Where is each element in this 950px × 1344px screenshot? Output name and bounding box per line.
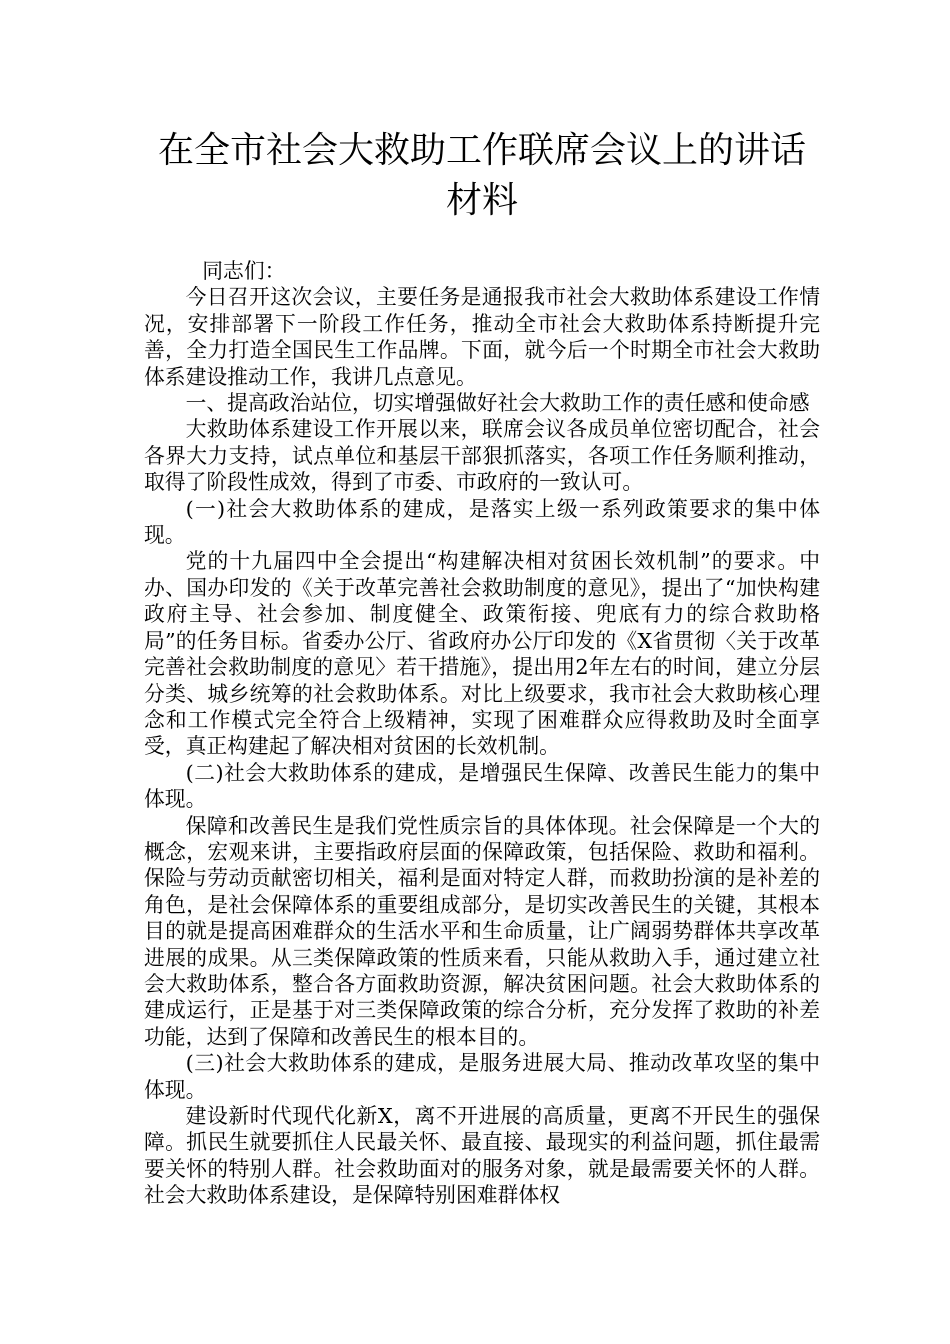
subsection-heading-2: (二)社会大救助体系的建成，是增强民生保障、改善民生能力的集中体现。: [144, 760, 820, 812]
subsection-heading-3: (三)社会大救助体系的建成，是服务进展大局、推动改革攻坚的集中体现。: [144, 1051, 820, 1102]
salutation: 同志们：: [202, 259, 286, 283]
paragraph: 大救助体系建设工作开展以来，联席会议各成员单位密切配合，社会各界大力支持，试点单位和基层干部狠抓落实，各项工作任务顺利推动，取得了阶段性成效，得到了市委、市政府的一致认可。: [144, 417, 820, 495]
paragraph-opening: 今日召开这次会议，主要任务是通报我市社会大救助体系建设工作情况，安排部署下一阶段工作任务，推动全市社会大救助体系持断提升完善，全力打造全国民生工作品牌。下面，就今后一个时期全市社会大救助体系建设推动工作，我讲几点意见。: [144, 285, 820, 389]
title-line-1: 在全市社会大救助工作联席会议上的讲话: [157, 130, 806, 171]
document-body: [144, 258, 820, 1209]
paragraph: 建设新时代现代化新X，离不开进展的高质量，更离不开民生的强保障。抓民生就要抓住人民最关怀、最直接、最现实的利益问题，抓住最需要关怀的特别人群。社会救助面对的服务对象，就是最需要关怀的人群。社会大救助体系建设，是保障特别困难群体权: [144, 1104, 820, 1208]
document-title: [144, 126, 820, 226]
paragraph: 保障和改善民生是我们党性质宗旨的具体体现。社会保障是一个大的概念，宏观来讲，主要指政府层面的保障政策，包括保险、救助和福利。保险与劳动贡献密切相关，福利是面对特定人群，而救助扮演的是补差的角色，是社会保障体系的重要组成部分，是切实改善民生的关键，其根本目的就是提高困难群众的生活水平和生命质量，让广阔弱势群体共享改革进展的成果。从三类保障政策的性质来看，只能从救助入手，通过建立社会大救助体系，整合各方面救助资源，解决贫困问题。社会大救助体系的建成运行，正是基于对三类保障政策的综合分析，充分发挥了救助的补差功能，达到了保障和改善民生的根本目的。: [144, 813, 820, 1049]
document-page: [144, 126, 820, 1209]
paragraph: 党的十九届四中全会提出“构建解决相对贫困长效机制”的要求。中办、国办印发的《关于改革完善社会救助制度的意见》，提出了“加快构建政府主导、社会参加、制度健全、政策衔接、兜底有力的综合救助格局”的任务目标。省委办公厅、省政府办公厅印发的《X省贯彻〈关于改革完善社会救助制度的意见〉若干措施》，提出用2年左右的时间，建立分层分类、城乡统筹的社会救助体系。对比上级要求，我市社会大救助核心理念和工作模式完全符合上级精神，实现了困难群众应得救助及时全面享受，真正构建起了解决相对贫困的长效机制。: [144, 549, 820, 759]
subsection-heading-1: (一)社会大救助体系的建成，是落实上级一系列政策要求的集中体现。: [144, 496, 820, 548]
section-heading-1: 一、提高政治站位，切实增强做好社会大救助工作的责任感和使命感: [185, 391, 810, 416]
title-line-2: 材料: [445, 180, 518, 221]
